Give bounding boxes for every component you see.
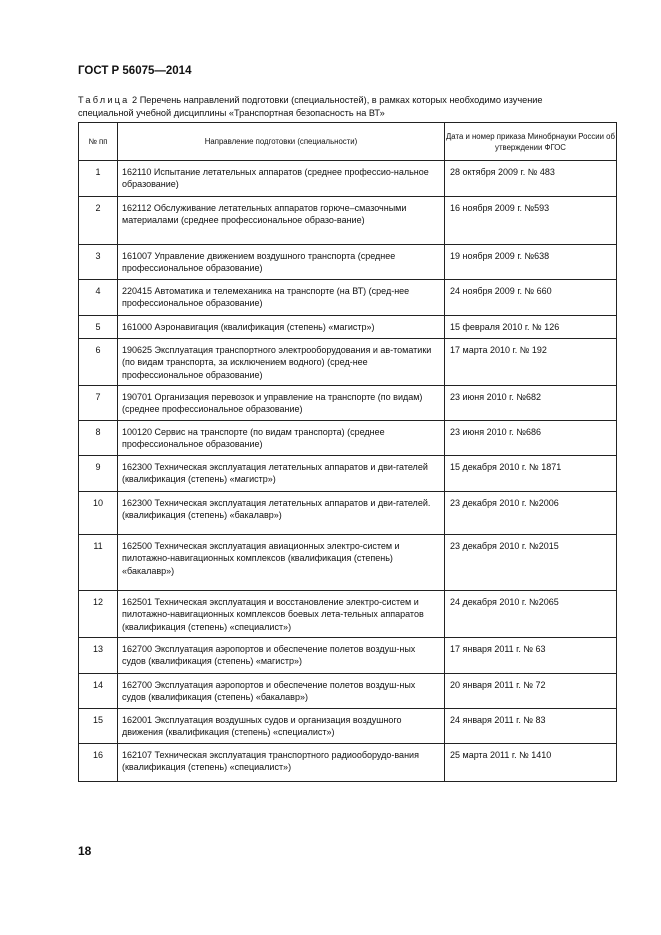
row-date: 17 марта 2010 г. № 192	[445, 339, 617, 386]
row-num: 3	[79, 245, 118, 280]
row-date: 24 ноября 2009 г. № 660	[445, 280, 617, 316]
row-direction: 220415 Автоматика и телемеханика на транспорте (на ВТ) (сред-нее профессиональное образование)	[118, 280, 445, 316]
row-date: 23 июня 2010 г. №682	[445, 386, 617, 421]
row-num: 15	[79, 709, 118, 744]
row-direction: 162501 Техническая эксплуатация и восстановление электро-систем и пилотажно-навигационных комплексов боевых лета-тельных аппаратов (квалификация (степень) «специалист»)	[118, 591, 445, 638]
page-number: 18	[78, 844, 92, 858]
table-row	[79, 197, 617, 245]
row-direction: 162110 Испытание летательных аппаратов (среднее профессио-нальное образование)	[118, 161, 445, 197]
row-direction: 162112 Обслуживание летательных аппаратов горюче–смазочными материалами (среднее профессиональное образо-вание)	[118, 197, 445, 245]
row-date: 24 января 2011 г. № 83	[445, 709, 617, 744]
table-caption	[78, 94, 615, 119]
caption-number: 2	[132, 95, 138, 105]
row-direction: 100120 Сервис на транспорте (по видам транспорта) (среднее профессиональное образование)	[118, 421, 445, 456]
row-num: 11	[79, 535, 118, 591]
caption-text-line1: Перечень направлений подготовки (специальностей), в рамках которых необходимо изучение	[139, 95, 543, 105]
table-row	[79, 535, 617, 591]
table-row	[79, 386, 617, 421]
row-num: 4	[79, 280, 118, 316]
row-date: 17 января 2011 г. № 63	[445, 638, 617, 674]
row-num: 6	[79, 339, 118, 386]
row-num: 12	[79, 591, 118, 638]
row-num: 2	[79, 197, 118, 245]
row-direction: 161000 Аэронавигация (квалификация (степень) «магистр»)	[118, 316, 445, 339]
header-date: Дата и номер приказа Минобрнауки России об утверждении ФГОС	[445, 123, 617, 161]
table-row	[79, 161, 617, 197]
row-num: 9	[79, 456, 118, 492]
table-row	[79, 744, 617, 782]
row-direction: 162001 Эксплуатация воздушных судов и организация воздушного движения (квалификация (степень) «специалист»)	[118, 709, 445, 744]
row-date: 23 декабря 2010 г. №2015	[445, 535, 617, 591]
row-date: 19 ноября 2009 г. №638	[445, 245, 617, 280]
table-row	[79, 674, 617, 709]
row-date: 15 февраля 2010 г. № 126	[445, 316, 617, 339]
row-direction: 162107 Техническая эксплуатация транспортного радиооборудо-вания (квалификация (степень) «специалист»)	[118, 744, 445, 782]
table-row	[79, 339, 617, 386]
table-row	[79, 245, 617, 280]
row-num: 13	[79, 638, 118, 674]
row-date: 16 ноября 2009 г. №593	[445, 197, 617, 245]
row-date: 25 марта 2011 г. № 1410	[445, 744, 617, 782]
row-date: 20 января 2011 г. № 72	[445, 674, 617, 709]
caption-text-line2: специальной учебной дисциплины «Транспортная безопасность на ВТ»	[78, 107, 385, 118]
row-num: 7	[79, 386, 118, 421]
table-row	[79, 492, 617, 535]
row-date: 23 июня 2010 г. №686	[445, 421, 617, 456]
row-direction: 161007 Управление движением воздушного транспорта (среднее профессиональное образование)	[118, 245, 445, 280]
row-num: 1	[79, 161, 118, 197]
row-num: 10	[79, 492, 118, 535]
row-direction: 162700 Эксплуатация аэропортов и обеспечение полетов воздуш-ных судов (квалификация (степень) «магистр»)	[118, 638, 445, 674]
table-row	[79, 638, 617, 674]
row-direction: 162300 Техническая эксплуатация летательных аппаратов и дви-гателей. (квалификация (степень) «бакалавр»)	[118, 492, 445, 535]
row-direction: 190625 Эксплуатация транспортного электрооборудования и ав-томатики (по видам транспорта, за исключением водного) (сред-нее профессиональное образование)	[118, 339, 445, 386]
table-header-row	[79, 123, 617, 161]
table-row	[79, 421, 617, 456]
table-row	[79, 280, 617, 316]
header-direction: Направление подготовки (специальности)	[118, 123, 445, 161]
row-num: 16	[79, 744, 118, 782]
header-num: № пп	[79, 123, 118, 161]
table-row	[79, 591, 617, 638]
directions-table	[78, 122, 617, 782]
row-date: 24 декабря 2010 г. №2065	[445, 591, 617, 638]
row-date: 15 декабря 2010 г. № 1871	[445, 456, 617, 492]
row-date: 23 декабря 2010 г. №2006	[445, 492, 617, 535]
row-direction: 162500 Техническая эксплуатация авиационных электро-систем и пилотажно-навигационных комплексов (квалификация (степень) «бакалавр»)	[118, 535, 445, 591]
row-direction: 162300 Техническая эксплуатация летательных аппаратов и дви-гателей (квалификация (степень) «магистр»)	[118, 456, 445, 492]
row-num: 8	[79, 421, 118, 456]
row-num: 14	[79, 674, 118, 709]
row-direction: 162700 Эксплуатация аэропортов и обеспечение полетов воздуш-ных судов (квалификация (степень) «бакалавр»)	[118, 674, 445, 709]
document-header: ГОСТ Р 56075—2014	[78, 65, 192, 77]
row-date: 28 октября 2009 г. № 483	[445, 161, 617, 197]
table-row	[79, 456, 617, 492]
row-num: 5	[79, 316, 118, 339]
row-direction: 190701 Организация перевозок и управление на транспорте (по видам) (среднее профессиональное образование)	[118, 386, 445, 421]
caption-lead: Таблица	[78, 95, 130, 105]
table-row	[79, 316, 617, 339]
table-row	[79, 709, 617, 744]
